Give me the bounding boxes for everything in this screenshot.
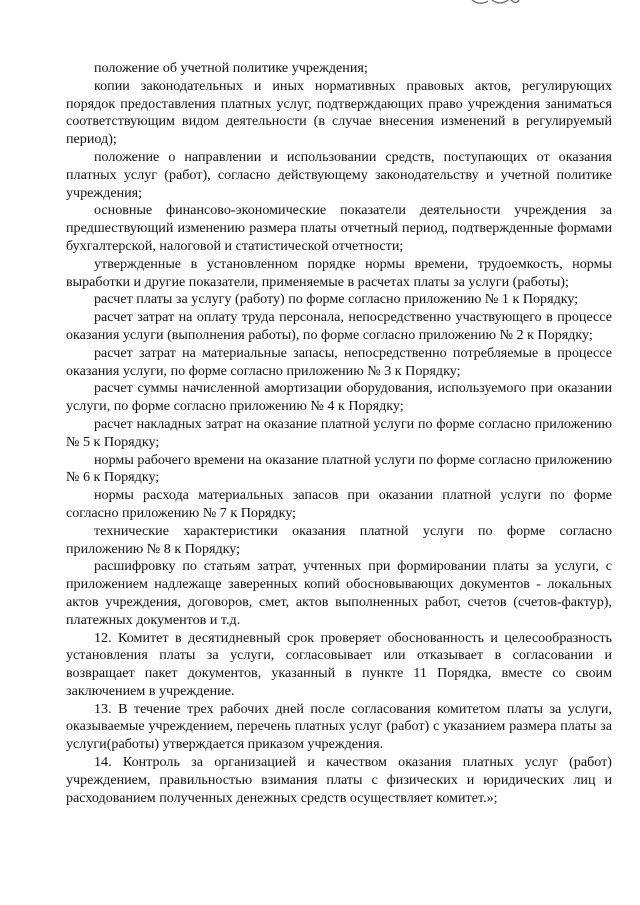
paragraph: копии законодательных и иных нормативных правовых актов, регулирующих порядок предоставления платных услуг, подтверждающих право учреждения заниматься соответствующим видом деятельности (в случае внесения изменений в регулируемый период);: [66, 77, 612, 148]
paragraph: нормы рабочего времени на оказание платной услуги по форме согласно приложению № 6 к Порядку;: [66, 451, 612, 486]
paragraph: 13. В течение трех рабочих дней после согласования комитетом платы за услуги, оказываемые учреждением, перечень платных услуг (работ) с указанием размера платы за услуги(работы) утверждается приказом учреждения.: [66, 700, 612, 753]
paragraph: расчет накладных затрат на оказание платной услуги по форме согласно приложению № 5 к Порядку;: [66, 415, 612, 450]
paragraph: расчет затрат на оплату труда персонала, непосредственно участвующего в процессе оказания услуги (выполнения работы), по форме согласно приложению № 2 к Порядку;: [66, 309, 612, 343]
paragraph: основные финансово-экономические показатели деятельности учреждения за предшествующий изменению размера платы отчетный период, подтвержденные формами бухгалтерской, налоговой и статистической отчетности;: [66, 202, 612, 254]
paragraph: 12. Комитет в десятидневный срок проверяет обоснованность и целесообразность установления платы за услуги, согласовывает или отказывает в согласовании и возвращает пакет документов, указанный в пункте 11 Порядка, вместе со своим заключением в учреждение.: [66, 629, 612, 699]
paragraph: 14. Контроль за организацией и качеством оказания платных услуг (работ) учреждением, правильностью взимания платы с физических и юридических лиц и расходованием полученных денежных средств осуществляет комитет.»;: [66, 754, 612, 806]
paragraph: расчет платы за услугу (работу) по форме согласно приложению № 1 к Порядку;: [94, 291, 579, 308]
paragraph: положение об учетной политике учреждения;: [94, 60, 368, 76]
document-body: [66, 60, 612, 807]
paragraph: расчет суммы начисленной амортизации оборудования, используемого при оказании услуги, по форме согласно приложению № 4 к Порядку;: [66, 380, 612, 415]
paragraph: утвержденные в установленном порядке нормы времени, трудоемкость, нормы выработки и другие показатели, применяемые в расчетах платы за услуги (работы);: [66, 255, 612, 290]
page-number-mark: [470, 0, 520, 6]
paragraph: положение о направлении и использовании средств, поступающих от оказания платных услуг (работ), согласно действующему законодательству и учетной политике учреждения;: [66, 148, 612, 201]
paragraph: расчет затрат на материальные запасы, непосредственно потребляемые в процессе оказания услуги, по форме согласно приложению № 3 к Порядку;: [66, 344, 612, 379]
paragraph: расшифровку по статьям затрат, учтенных при формировании платы за услуги, с приложением надлежаще заверенных копий обосновывающих документов - локальных актов учреждения, договоров, смет, актов выполненных работ, счетов (счетов-фактур), платежных документов и т.д.: [66, 558, 612, 628]
paragraph: нормы расхода материальных запасов при оказании платной услуги по форме согласно приложению № 7 к Порядку;: [66, 487, 612, 521]
paragraph: технические характеристики оказания платной услуги по форме согласно приложению № 8 к Порядку;: [66, 522, 612, 557]
